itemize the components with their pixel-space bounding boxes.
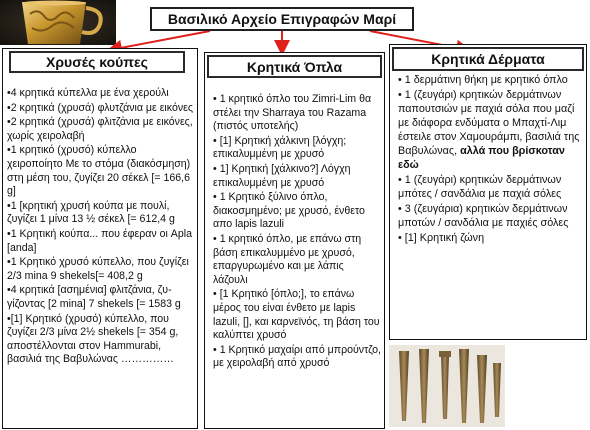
bronze-daggers-photo (389, 345, 505, 427)
list-item: •1 Κρητική κούπα... που έφεραν οι Apla [anda] (7, 227, 193, 254)
page-title: Βασιλικό Αρχείο Επιγραφών Μαρί (150, 7, 414, 31)
list-item: • 1] Κρητική [χάλκινο?] Λόγχη επικαλυμμένη με χρυσό (213, 162, 351, 189)
panel-header-cretan-weapons: Κρητικά Όπλα (207, 55, 382, 78)
list-item: • 1 (ζευγάρι) κρητικών δερμάτινων μπότες / σανδάλια με παχιά σόλες (398, 174, 562, 200)
list-item: •1 κρητικό (χρυσό) κύπελλο χειροποίητο Με το στόμα (διακόσμηση) στη μέση του, ζυγίζει 20 σέκελ [= 166,6 g] (7, 144, 191, 198)
list-item: • 1 κρητικό όπλο, με επάνω στη βάση επικαλυμμένο με χρυσό, επαργυρωμένο και με λάπις λάζουλι (213, 232, 362, 286)
panel-list-cretan-leather (398, 73, 582, 246)
panel-gold-cups (2, 48, 198, 429)
list-item: • 1 (ζευγάρι) κρητικών δερμάτινων παπουτσιών με παχιά σόλα που μαζί με διάφορα ενδύματα ο Μπαχτί-Λιμ έστειλε στον Χαμουράμπι, βασιλιά της Βαβυλώνας, αλλά που βρίσκοταν εδώ (398, 89, 580, 171)
list-item: • 1 Κρητικό μαχαίρι από μπρούντζο, με χειρολαβή από χρυσό (213, 343, 381, 370)
list-item: • [1 Κρητικό [όπλο;], το επάνω μέρος του είναι ένθετο με lapis lazuli, [], και καρνεϊνός, τη βάση του καλύπτει χρυσό (213, 288, 380, 342)
list-item: •2 κρητικά (χρυσά) φλυτζάνια με εικόνες (7, 101, 193, 114)
gold-cup-photo (0, 0, 116, 45)
list-item: •1 [κρητική χρυσή κούπα με πουλί, ζυγίζει 1 μίνα 13 ½ σέκελ [= 612,4 g (7, 199, 175, 226)
panel-header-gold-cups: Χρυσές κούπες (9, 51, 185, 73)
list-item: • 1 κρητικό όπλο του Zimri-Lim θα στέλει την Sharraya του Razama (πιστός υποτελής) (213, 93, 372, 133)
list-item: • [1] Κρητική ζώνη (398, 232, 485, 244)
panel-list-cretan-weapons (213, 93, 381, 372)
list-item: •1 Κρητικό χρυσό κύπελλο, που ζυγίζει 2/3 mina 9 shekels[= 408,2 g (7, 256, 189, 282)
list-item: • 1 Κρητικό ξύλινο όπλο, διακοσμημένο; με χρυσό, ένθετο απο lapis lazuli (213, 191, 365, 231)
panel-list-gold-cups (7, 87, 193, 368)
list-item: •[1] Κρητικό (χρυσό) κύπελλο, που ζυγίζει 2/3 μίνα 2½ shekels [= 354 g, αποστέλλονται στον Hammurabi, βασιλιά της Βαβυλώνας …………… (7, 312, 179, 366)
panel-cretan-weapons (204, 52, 385, 429)
panel-cretan-leather (389, 44, 587, 340)
list-item: • [1] Κρητική χάλκινη [λόγχη; επικαλυμμένη με χρυσό (213, 134, 347, 161)
list-item: • 3 (ζευγάρια) κρητικών δερμάτινων μποτών / σανδάλια με παχιές σόλες (398, 203, 569, 229)
list-item: •4 κρητικά [ασημένια] φλιτζάνια, ζυ-γίζοντας [2 mina] 7 shekels [= 1583 g (7, 284, 181, 310)
panel-header-cretan-leather: Κρητικά Δέρματα (392, 47, 584, 71)
list-item: •2 κρητικά (χρυσά) φλιτζάνια με εικόνες, χωρίς χειρολαβή (7, 116, 193, 142)
list-item: • 1 δερμάτινη θήκη με κρητικό όπλο (398, 74, 568, 86)
list-item: •4 κρητικά κύπελλα με ένα χερούλι (7, 87, 169, 99)
